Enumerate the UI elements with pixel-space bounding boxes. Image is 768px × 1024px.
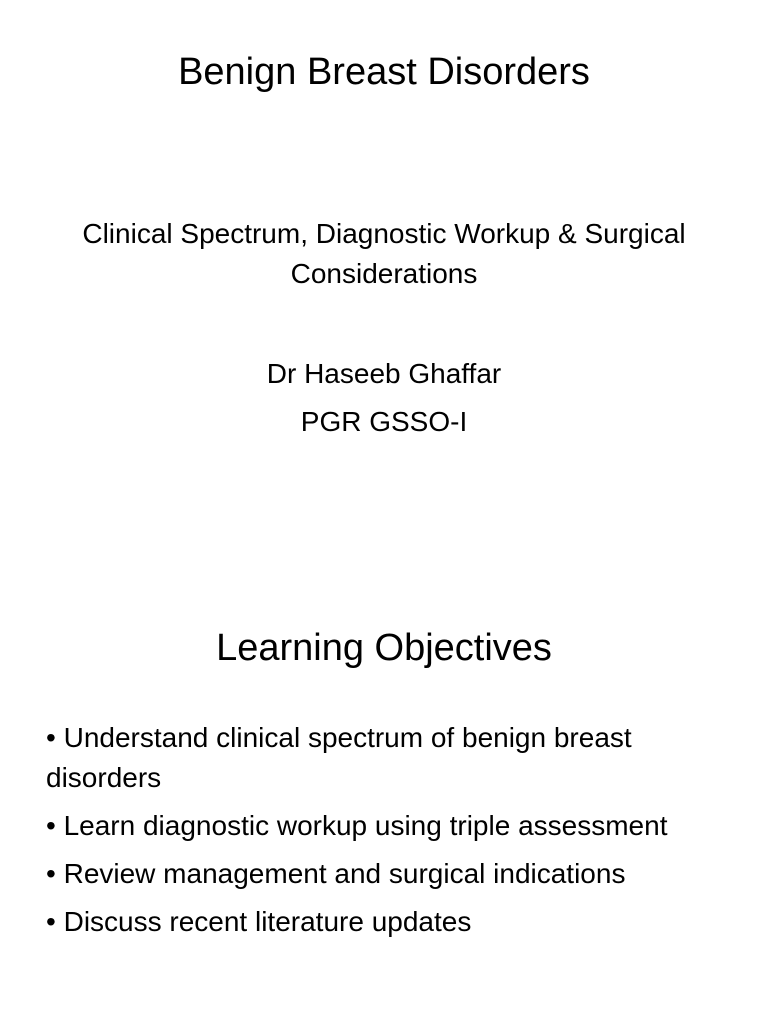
- list-item: [46, 902, 736, 942]
- bullet-icon: •: [46, 858, 56, 889]
- objective-text: Discuss recent literature updates: [63, 906, 472, 937]
- objective-text: Review management and surgical indications: [63, 858, 626, 889]
- list-item: [46, 806, 736, 846]
- author-name: Dr Haseeb Ghaffar: [266, 358, 502, 389]
- author-block: [30, 350, 738, 446]
- objective-text: Understand clinical spectrum of benign breast disorders: [46, 722, 632, 793]
- bullet-icon: •: [46, 810, 56, 841]
- bullet-icon: •: [46, 906, 56, 937]
- slide-title: Benign Breast Disorders: [178, 51, 590, 93]
- objectives-slide: [0, 576, 768, 1024]
- author-affiliation: PGR GSSO-I: [300, 406, 468, 437]
- objective-text: Learn diagnostic workup using triple assessment: [63, 810, 668, 841]
- list-item: [46, 854, 736, 894]
- slide-subtitle: [30, 214, 738, 294]
- bullet-icon: •: [46, 722, 56, 753]
- slide-title: Learning Objectives: [216, 627, 552, 669]
- objectives-list: [46, 718, 736, 950]
- subtitle-text: Clinical Spectrum, Diagnostic Workup & Surgical Considerations: [82, 218, 686, 289]
- list-item: [46, 718, 736, 798]
